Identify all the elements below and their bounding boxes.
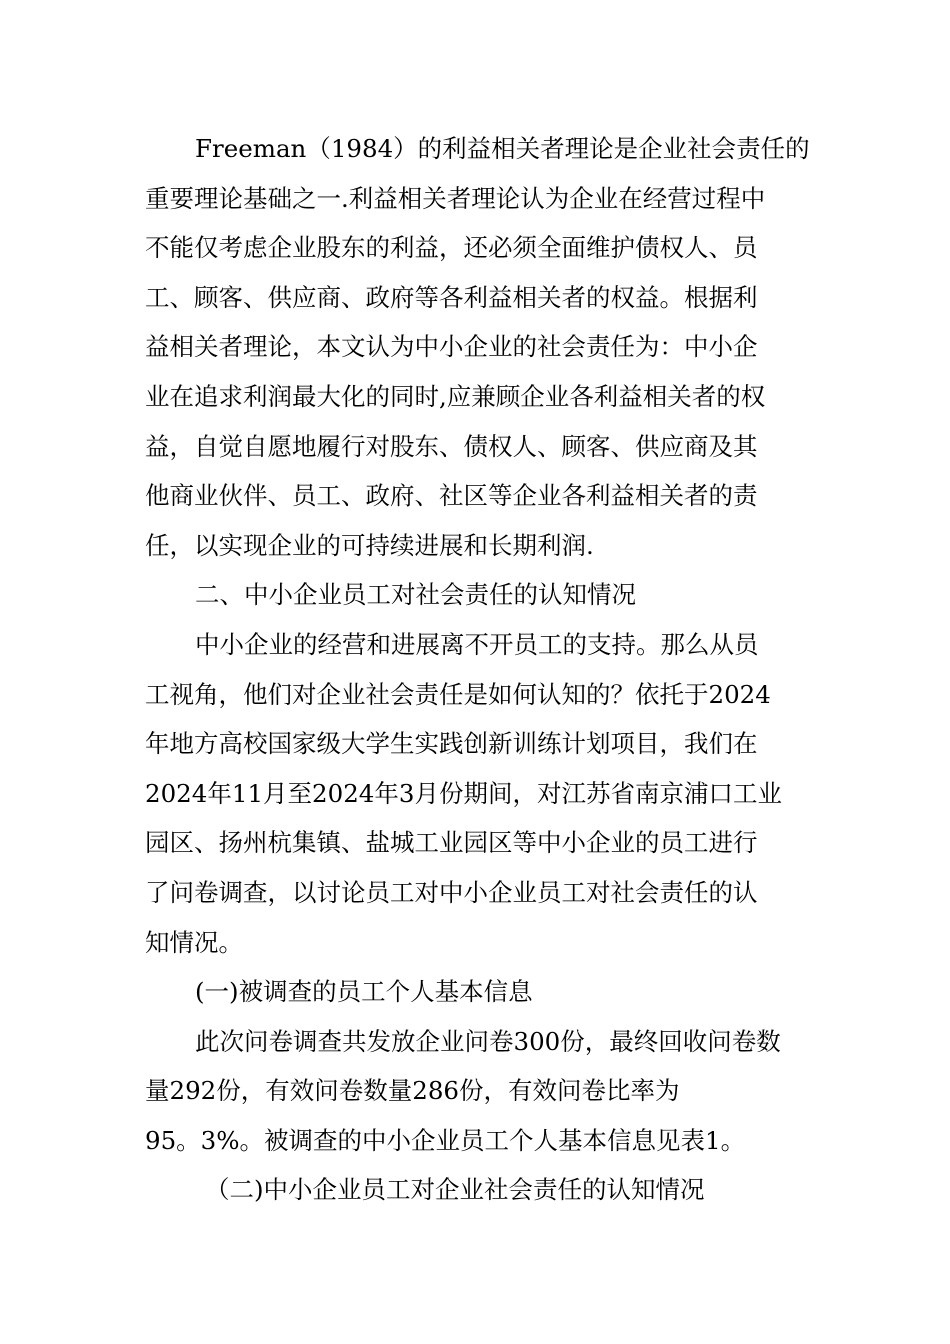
text-line: 不能仅考虑企业股东的利益，还必须全面维护债权人、员 bbox=[145, 233, 758, 263]
text-line: 业在追求利润最大化的同时,应兼顾企业各利益相关者的权 bbox=[145, 381, 766, 411]
text-line: 园区、扬州杭集镇、盐城工业园区等中小企业的员工进行 bbox=[145, 828, 758, 858]
text-line: 年地方高校国家级大学生实践创新训练计划项目，我们在 bbox=[145, 729, 758, 759]
text-line: 了问卷调查，以讨论员工对中小企业员工对社会责任的认 bbox=[145, 877, 758, 907]
text-line: 任，以实现企业的可持续进展和长期利润. bbox=[145, 530, 594, 560]
text-line: 益相关者理论，本文认为中小企业的社会责任为：中小企 bbox=[145, 332, 758, 362]
paragraph-questionnaire-stats bbox=[145, 1017, 810, 1166]
text-line: 量292份，有效问卷数量286份，有效问卷比率为 bbox=[145, 1076, 680, 1106]
text-line: 95。3%。被调查的中小企业员工个人基本信息见表1。 bbox=[145, 1125, 746, 1155]
heading-line: （二)中小企业员工对企业社会责任的认知情况 bbox=[205, 1175, 705, 1205]
heading-line: 二、中小企业员工对社会责任的认知情况 bbox=[195, 580, 636, 610]
text-line: 工、顾客、供应商、政府等各利益相关者的权益。根据利 bbox=[145, 282, 758, 312]
text-line: 重要理论基础之一.利益相关者理论认为企业在经营过程中 bbox=[145, 183, 766, 213]
paragraph-stakeholder-theory bbox=[145, 124, 810, 570]
text-line: 他商业伙伴、员工、政府、社区等企业各利益相关者的责 bbox=[145, 481, 758, 511]
text-line: 此次问卷调查共发放企业问卷300份，最终回收问卷数 bbox=[195, 1026, 781, 1056]
subsection-heading-2 bbox=[145, 1165, 810, 1215]
text-line: Freeman（1984）的利益相关者理论是企业社会责任的 bbox=[195, 134, 810, 163]
text-line: 中小企业的经营和进展离不开员工的支持。那么从员 bbox=[195, 629, 759, 659]
document-body bbox=[145, 124, 810, 1215]
heading-line: (一)被调查的员工个人基本信息 bbox=[195, 977, 533, 1007]
text-line: 知情况。 bbox=[145, 927, 243, 957]
text-line: 2024年11月至2024年3月份期间，对江苏省南京浦口工业 bbox=[145, 778, 782, 808]
section-heading-2 bbox=[145, 570, 810, 620]
subsection-heading-1 bbox=[145, 967, 810, 1017]
paragraph-employee-survey bbox=[145, 620, 810, 967]
text-line: 工视角，他们对企业社会责任是如何认知的？依托于2024 bbox=[145, 679, 771, 709]
text-line: 益，自觉自愿地履行对股东、债权人、顾客、供应商及其 bbox=[145, 431, 758, 461]
